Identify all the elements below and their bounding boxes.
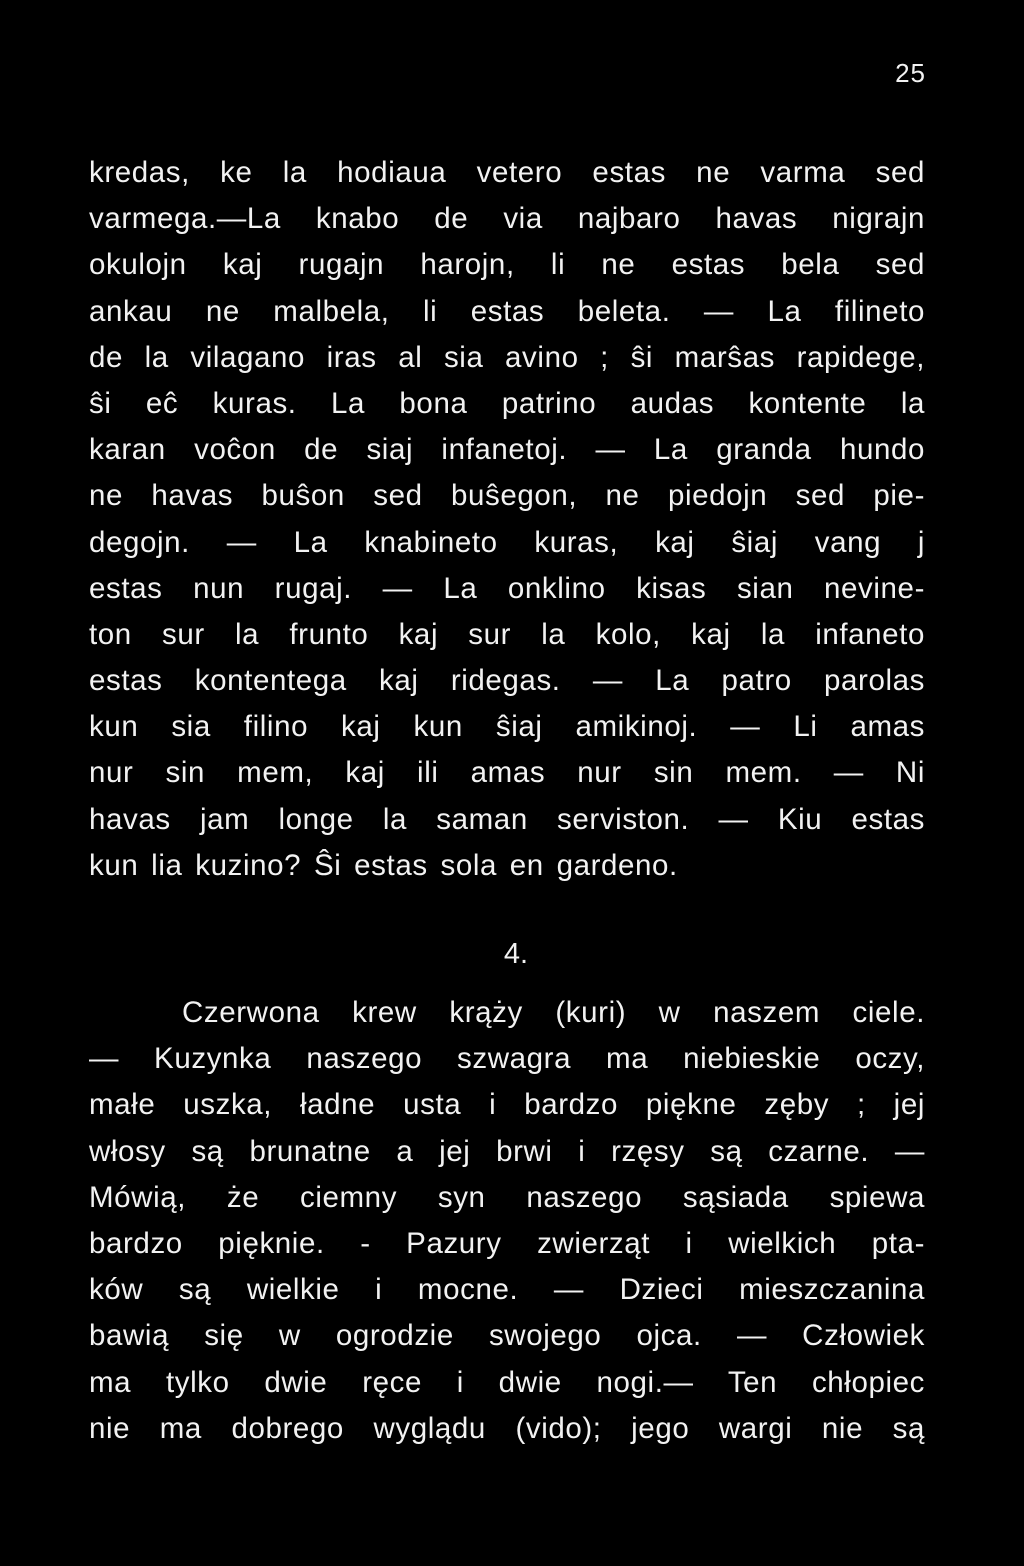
page-number: 25: [895, 58, 926, 88]
text-line: ton sur la frunto kaj sur la kolo, kaj la infaneto: [89, 617, 925, 651]
text-line: okulojn kaj rugajn harojn, li ne estas bela sed: [89, 248, 925, 282]
text-line: estas kontentega kaj ridegas. — La patro parolas: [89, 664, 925, 698]
text-line: bardzo pięknie. - Pazury zwierząt i wielkich pta-: [89, 1226, 925, 1260]
text-line: małe uszka, ładne usta i bardzo piękne zęby ; jej: [89, 1088, 925, 1122]
text-line: kredas, ke la hodiaua vetero estas ne varma sed: [89, 156, 925, 189]
section-number: 4.: [503, 938, 529, 970]
text-line: varmega.—La knabo de via najbaro havas nigrajn: [89, 202, 925, 236]
text-line: ne havas buŝon sed buŝegon, ne piedojn sed pie-: [89, 479, 925, 513]
text-line: ma tylko dwie ręce i dwie nogi.— Ten chłopiec: [89, 1365, 925, 1399]
text-line: estas nun rugaj. — La onklino kisas sian nevine-: [89, 571, 925, 605]
text-line: ŝi eĉ kuras. La bona patrino audas kontente la: [89, 386, 925, 420]
text-line: ankau ne malbela, li estas beleta. — La filineto: [89, 294, 925, 328]
text-line: nur sin mem, kaj ili amas nur sin mem. — Ni: [89, 756, 925, 790]
text-line: — Kuzynka naszego szwagra ma niebieskie oczy,: [89, 1042, 925, 1076]
text-line: Czerwona krew krąży (kuri) w naszem ciele.: [182, 996, 925, 1029]
text-line: kun sia filino kaj kun ŝiaj amikinoj. — Li amas: [89, 710, 925, 744]
text-line: ków są wielkie i mocne. — Dzieci mieszczanina: [89, 1273, 925, 1307]
text-line: nie ma dobrego wyglądu (vido); jego wargi nie są: [89, 1411, 925, 1445]
text-line: karan voĉon de siaj infanetoj. — La granda hundo: [89, 433, 925, 467]
text-line: Mówią, że ciemny syn naszego sąsiada spiewa: [89, 1180, 925, 1214]
text-line: havas jam longe la saman serviston. — Kiu estas: [89, 802, 925, 836]
esperanto-paragraph: [89, 150, 925, 889]
text-line: bawią się w ogrodzie swojego ojca. — Człowiek: [89, 1319, 925, 1353]
text-line: de la vilagano iras al sia avino ; ŝi marŝas rapidege,: [89, 340, 925, 374]
text-line: degojn. — La knabineto kuras, kaj ŝiaj vang j: [89, 525, 925, 559]
text-line: kun lia kuzino? Ŝi estas sola en gardeno.: [89, 848, 678, 882]
text-line: włosy są brunatne a jej brwi i rzęsy są czarne. —: [89, 1134, 925, 1168]
polish-paragraph: [89, 990, 925, 1452]
